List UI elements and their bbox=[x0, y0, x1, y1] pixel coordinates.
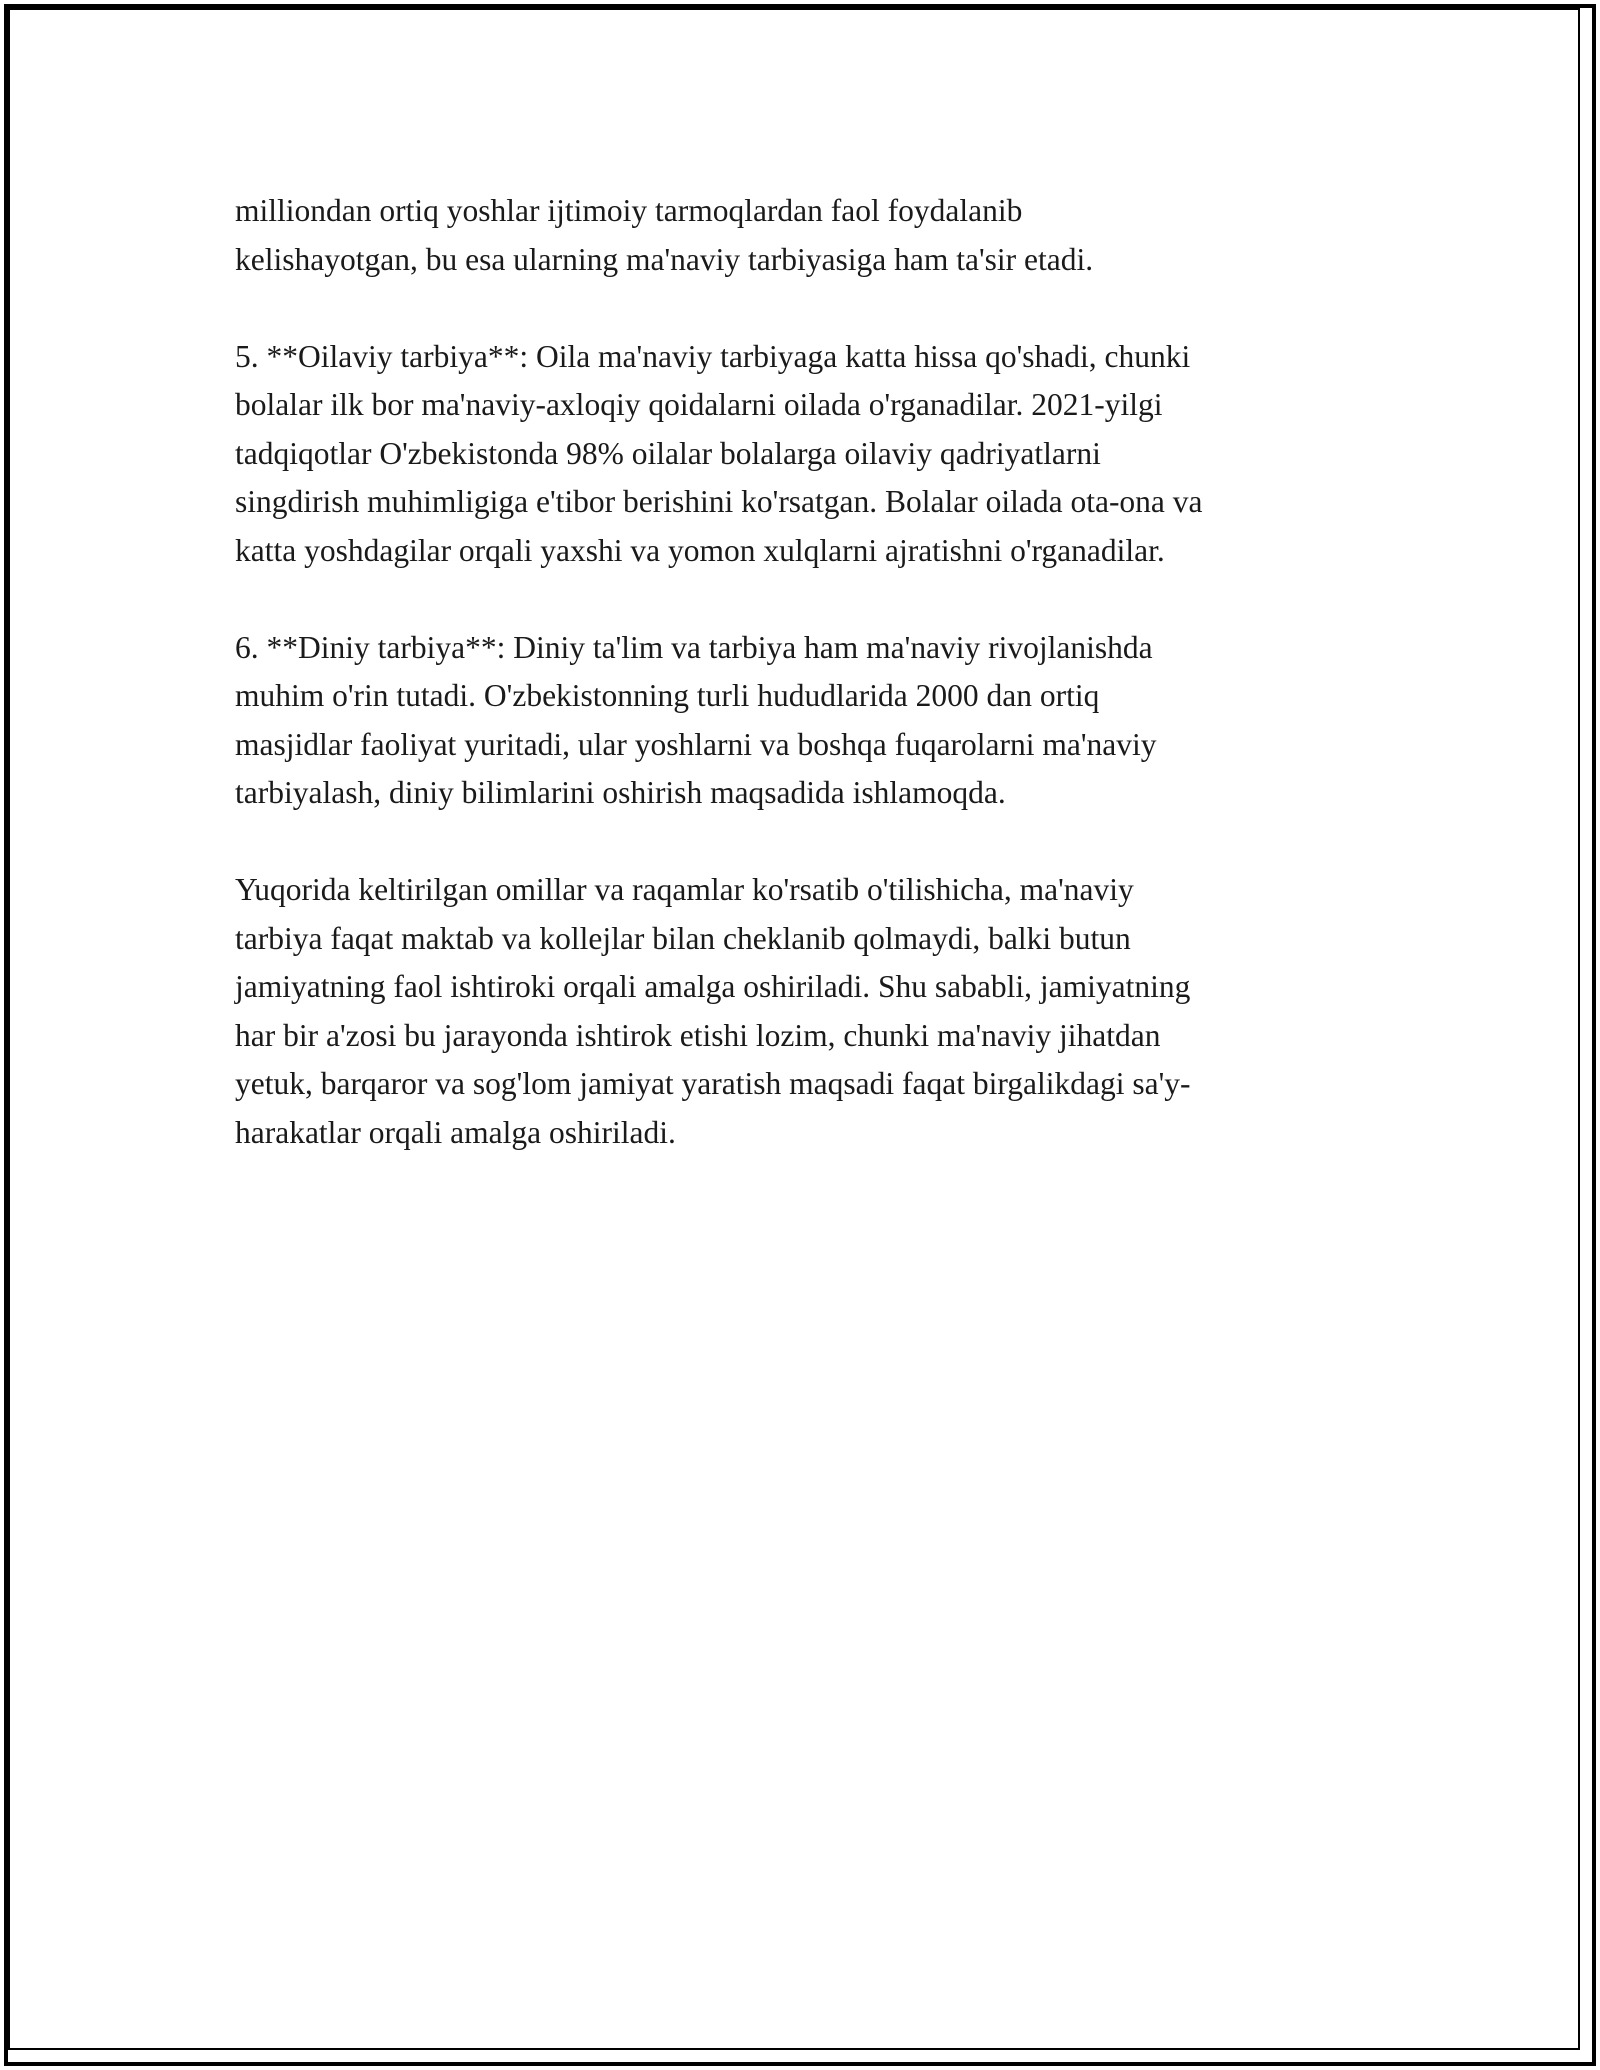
paragraph-social-media: milliondan ortiq yoshlar ijtimoiy tarmoqlardan faol foydalanib kelishayotgan, bu esa ularning ma'naviy tarbiyasiga ham ta'sir etadi. bbox=[235, 193, 1094, 277]
document-body bbox=[235, 187, 1415, 1157]
paragraph-religious-upbringing: 6. **Diniy tarbiya**: Diniy ta'lim va tarbiya ham ma'naviy rivojlanishda muhim o'rin tutadi. O'zbekistonning turli hududlarida 2000 dan ortiq masjidlar faoliyat yuritadi, ular yoshlarni va boshqa fuqarolarni ma'naviy tarbiyalash, diniy bilimlarini oshirish maqsadida ishlamoqda. bbox=[235, 629, 1157, 810]
paragraph-family-upbringing: 5. **Oilaviy tarbiya**: Oila ma'naviy tarbiyaga katta hissa qo'shadi, chunki bolalar ilk bor ma'naviy-axloqiy qoidalarni oilada o'rganadilar. 2021-yilgi tadqiqotlar O'zbekistonda 98% oilalar bolalarga oilaviy qadriyatlarni singdirish muhimligiga e'tibor berishini ko'rsatgan. Bolalar oilada ota-ona va katta yoshdagilar orqali yaxshi va yomon xulqlarni ajratishni o'rganadilar. bbox=[235, 338, 1203, 568]
paragraph-conclusion: Yuqorida keltirilgan omillar va raqamlar ko'rsatib o'tilishicha, ma'naviy tarbiya faqat maktab va kollejlar bilan cheklanib qolmaydi, balki butun jamiyatning faol ishtiroki orqali amalga oshiriladi. Shu sababli, jamiyatning har bir a'zosi bu jarayonda ishtirok etishi lozim, chunki ma'naviy jihatdan yetuk, barqaror va sog'lom jamiyat yaratish maqsadi faqat birgalikdagi sa'y- harakatlar orqali amalga oshiriladi. bbox=[235, 872, 1191, 1150]
